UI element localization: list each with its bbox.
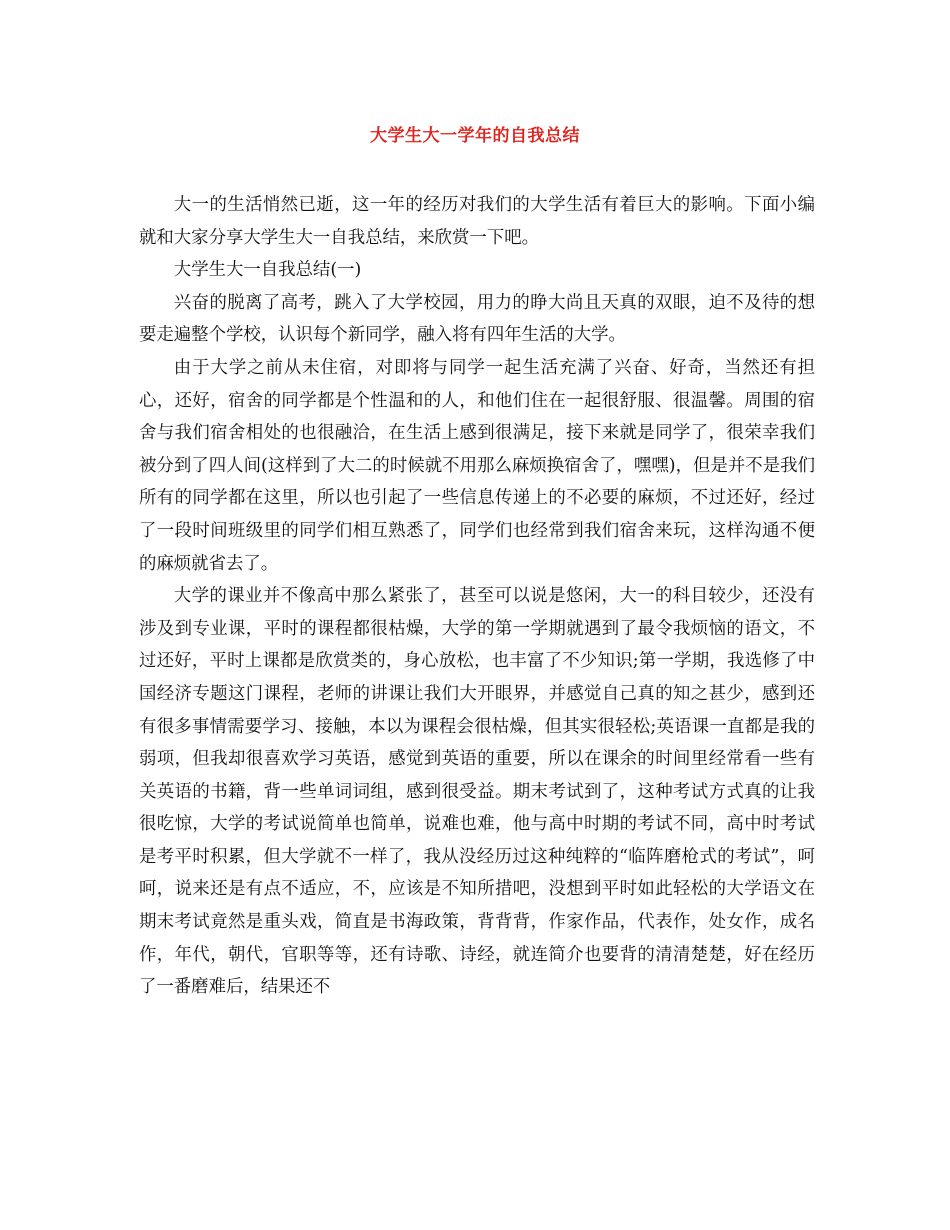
document-body	[139, 189, 815, 1004]
paragraph: 大学的课业并不像高中那么紧张了，甚至可以说是悠闲，大一的科目较少，还没有涉及到专业课，平时的课程都很枯燥，大学的第一学期就遇到了最令我烦恼的语文，不过还好，平时上课都是欣赏类的，身心放松，也丰富了不少知识;第一学期，我选修了中国经济专题这门课程，老师的讲课让我们大开眼界，并感觉自己真的知之甚少，感到还有很多事情需要学习、接触，本以为课程会很枯燥，但其实很轻松;英语课一直都是我的弱项，但我却很喜欢学习英语，感觉到英语的重要，所以在课余的时间里经常看一些有关英语的书籍，背一些单词词组，感到很受益。期末考试到了，这种考试方式真的让我很吃惊，大学的考试说简单也简单，说难也难，他与高中时期的考试不同，高中时考试是考平时积累，但大学就不一样了，我从没经历过这种纯粹的“临阵磨枪式的考试”，呵呵，说来还是有点不适应，不，应该是不知所措吧，没想到平时如此轻松的大学语文在期末考试竟然是重头戏，简直是书海政策，背背背，作家作品，代表作，处女作，成名作，年代，朝代，官职等等，还有诗歌、诗经，就连简介也要背的清清楚楚，好在经历了一番磨难后，结果还不	[139, 586, 815, 998]
section-heading: 大学生大一自我总结(一)	[173, 260, 362, 281]
paragraph-intro: 大一的生活悄然已逝，这一年的经历对我们的大学生活有着巨大的影响。下面小编就和大家分享大学生大一自我总结，来欣赏一下吧。	[139, 195, 815, 248]
document-title: 大学生大一学年的自我总结	[370, 126, 580, 146]
paragraph: 由于大学之前从未住宿，对即将与同学一起生活充满了兴奋、好奇，当然还有担心，还好，宿舍的同学都是个性温和的人，和他们住在一起很舒服、很温馨。周围的宿舍与我们宿舍相处的也很融洽，在生活上感到很满足，接下来就是同学了，很荣幸我们被分到了四人间(这样到了大二的时候就不用那么麻烦换宿舍了，嘿嘿)，但是并不是我们所有的同学都在这里，所以也引起了一些信息传递上的不必要的麻烦，不过还好，经过了一段时间班级里的同学们相互熟悉了，同学们也经常到我们宿舍来玩，这样沟通不便的麻烦就省去了。	[139, 357, 815, 574]
paragraph: 兴奋的脱离了高考，跳入了大学校园，用力的睁大尚且天真的双眼，迫不及待的想要走遍整个学校，认识每个新同学，融入将有四年生活的大学。	[139, 292, 815, 346]
